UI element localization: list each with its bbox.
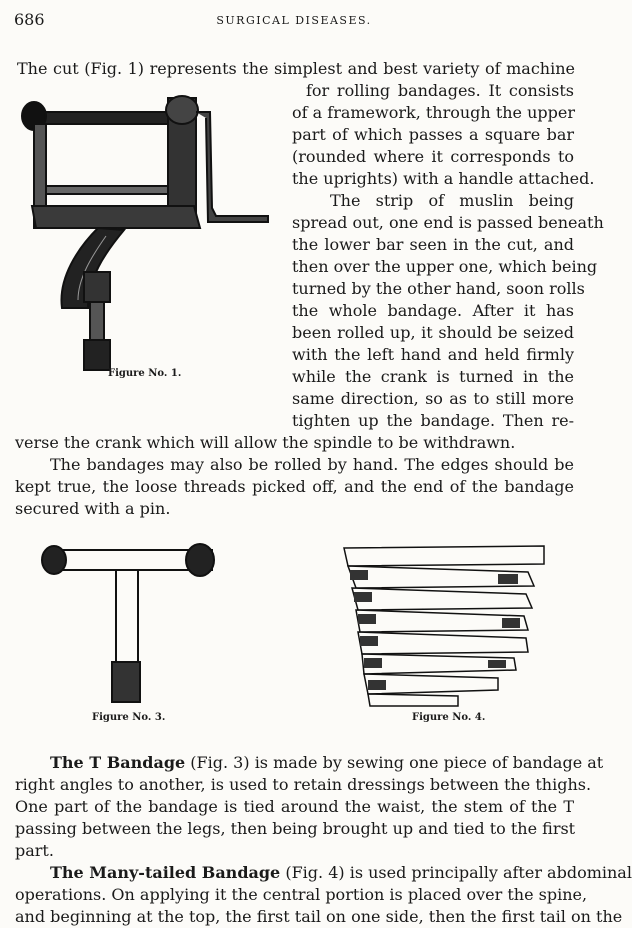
- page-number: 686: [14, 10, 45, 29]
- text-line: operations. On applying it the central portion is placed over the spine,: [15, 885, 588, 904]
- text-line: verse the crank which will allow the spindle to be withdrawn.: [15, 433, 516, 452]
- figure-3-t-bandage: [40, 538, 220, 708]
- text-line: part.: [15, 841, 54, 860]
- text-line: part of which passes a square bar: [292, 125, 574, 144]
- bandage-roller-illustration: [18, 88, 276, 378]
- text-line: and beginning at the top, the first tail on one side, then the first tail on the: [15, 907, 623, 926]
- text-line: The cut (Fig. 1) represents the simplest and best variety of machine: [17, 59, 575, 78]
- text-line: The strip of muslin being: [330, 191, 574, 210]
- page-header: [14, 10, 574, 30]
- text-line: tighten up the bandage. Then re-: [292, 411, 574, 430]
- text-line: the whole bandage. After it has: [292, 301, 574, 320]
- figure-4-caption: Figure No. 4.: [412, 712, 486, 723]
- text-line: kept true, the loose threads picked off, and the end of the bandage: [15, 477, 574, 496]
- figure-3-caption: Figure No. 3.: [92, 712, 166, 723]
- many-tailed-bandage-illustration: [338, 542, 550, 708]
- figure-1-caption: Figure No. 1.: [108, 368, 182, 379]
- text-line: with the left hand and held firmly: [292, 345, 574, 364]
- text-line: The T Bandage (Fig. 3) is made by sewing one piece of bandage at: [50, 753, 604, 772]
- text-line: been rolled up, it should be seized: [292, 323, 574, 342]
- t-bandage-illustration: [40, 538, 220, 708]
- text-line: the uprights) with a handle attached.: [292, 169, 595, 188]
- text-line: The bandages may also be rolled by hand. The edges should be: [50, 455, 574, 474]
- text-line: then over the upper one, which being: [292, 257, 598, 276]
- figure-4-many-tailed-bandage: [338, 542, 550, 708]
- text-line: secured with a pin.: [15, 499, 171, 518]
- term-t-bandage: The T Bandage: [50, 753, 186, 772]
- text-line: passing between the legs, then being brought up and tied to the first: [15, 819, 576, 838]
- running-title: SURGICAL DISEASES.: [216, 14, 372, 27]
- text-line: while the crank is turned in the: [292, 367, 574, 386]
- text-line: (rounded where it corresponds to: [292, 147, 574, 166]
- text-line: same direction, so as to still more: [292, 389, 574, 408]
- text-line: of a framework, through the upper: [292, 103, 576, 122]
- term-many-tailed-bandage: The Many-tailed Bandage: [50, 863, 281, 882]
- text-line: One part of the bandage is tied around the waist, the stem of the T: [15, 797, 574, 816]
- text-line: the lower bar seen in the cut, and: [292, 235, 574, 254]
- text-line: spread out, one end is passed beneath: [292, 213, 604, 232]
- figure-1-bandage-roller: [18, 88, 276, 378]
- text-line: right angles to another, is used to retain dressings between the thighs.: [15, 775, 592, 794]
- text-line: The Many-tailed Bandage (Fig. 4) is used principally after abdominal: [50, 863, 632, 882]
- text-line: for rolling bandages. It consists: [306, 81, 574, 100]
- text-line: turned by the other hand, soon rolls: [292, 279, 585, 298]
